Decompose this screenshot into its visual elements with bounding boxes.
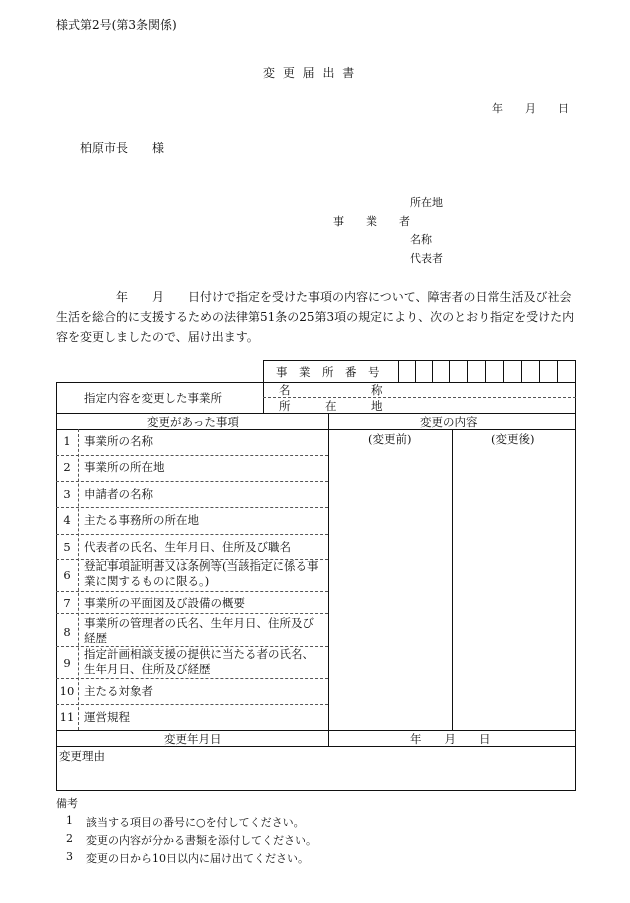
item-number[interactable]: 7 <box>63 596 71 610</box>
note-number: 3 <box>66 850 73 863</box>
addressee: 柏原市長 様 <box>80 141 165 155</box>
item-text: 運営規程 <box>84 710 130 724</box>
item-number[interactable]: 11 <box>59 710 75 724</box>
item-text: 事業所の管理者の氏名、生年月日、住所及び経歴 <box>84 616 314 645</box>
item-number[interactable]: 1 <box>63 434 71 448</box>
change-date-label: 変更年月日 <box>164 732 222 746</box>
note-text: 変更の日から10日以内に届け出てください。 <box>86 852 309 865</box>
reason-label: 変更理由 <box>59 749 105 763</box>
item-number[interactable]: 8 <box>63 625 71 639</box>
item-number[interactable]: 3 <box>63 487 71 501</box>
item-number[interactable]: 2 <box>63 460 71 474</box>
before-content-field[interactable] <box>330 446 451 729</box>
office-number-label: 事 業 所 番 号 <box>276 365 380 379</box>
office-name-field[interactable] <box>400 383 574 396</box>
item-text: 事業所の平面図及び設備の概要 <box>84 596 245 610</box>
changed-items-header: 変更があった事項 <box>147 415 239 429</box>
address-label: 所在地 <box>410 196 443 209</box>
item-text: 代表者の氏名、生年月日、住所及び職名 <box>84 540 291 554</box>
item-text: 事業所の名称 <box>84 434 153 448</box>
representative-label: 代表者 <box>410 252 443 265</box>
notes-heading: 備考 <box>56 797 78 810</box>
item-number[interactable]: 10 <box>59 684 75 698</box>
note-text: 変更の内容が分かる書類を添付してください。 <box>86 834 317 847</box>
item-text: 申請者の名称 <box>84 487 153 501</box>
office-number-field[interactable] <box>399 361 575 382</box>
office-name-label: 名 称 <box>279 383 383 397</box>
change-content-header: 変更の内容 <box>420 415 478 429</box>
note-number: 1 <box>66 814 73 827</box>
after-label: (変更後) <box>491 432 535 446</box>
office-location-field[interactable] <box>400 398 574 412</box>
change-date-value[interactable]: 年 月 日 <box>410 732 491 746</box>
body-text: 年 月 日付けで指定を受けた事項の内容について、障害者の日常生活及び社会生活を総合的に支援するための法律第51条の25第3項の規定により、次のとおり指定を受けた内容を変更しましたので、届け出ます。 <box>56 290 575 344</box>
page-title: 変 更 届 出 書 <box>263 66 357 80</box>
note-number: 2 <box>66 832 73 845</box>
business-label: 事 業 者 <box>333 215 410 228</box>
office-location-label: 所 在 地 <box>279 399 383 413</box>
before-label: (変更前) <box>368 432 412 446</box>
name-label: 名称 <box>410 233 432 246</box>
item-number[interactable]: 4 <box>63 513 71 527</box>
note-text: 該当する項目の番号に○を付してください。 <box>86 816 305 829</box>
item-text: 事業所の所在地 <box>84 460 165 474</box>
item-text: 指定計画相談支援の提供に当たる者の氏名、生年月日、住所及び経歴 <box>84 647 314 676</box>
date-line: 年 月 日 <box>492 102 569 115</box>
after-content-field[interactable] <box>454 446 574 729</box>
item-text: 登記事項証明書又は条例等(当該指定に係る事業に関するものに限る。) <box>84 559 319 588</box>
item-text: 主たる対象者 <box>84 684 153 698</box>
item-number[interactable]: 5 <box>63 540 71 554</box>
changed-office-label: 指定内容を変更した事業所 <box>84 391 222 405</box>
item-number[interactable]: 6 <box>63 568 71 582</box>
item-number[interactable]: 9 <box>63 656 71 670</box>
reason-field[interactable] <box>58 764 573 789</box>
item-text: 主たる事務所の所在地 <box>84 513 199 527</box>
form-number: 様式第2号(第3条関係) <box>56 18 177 32</box>
